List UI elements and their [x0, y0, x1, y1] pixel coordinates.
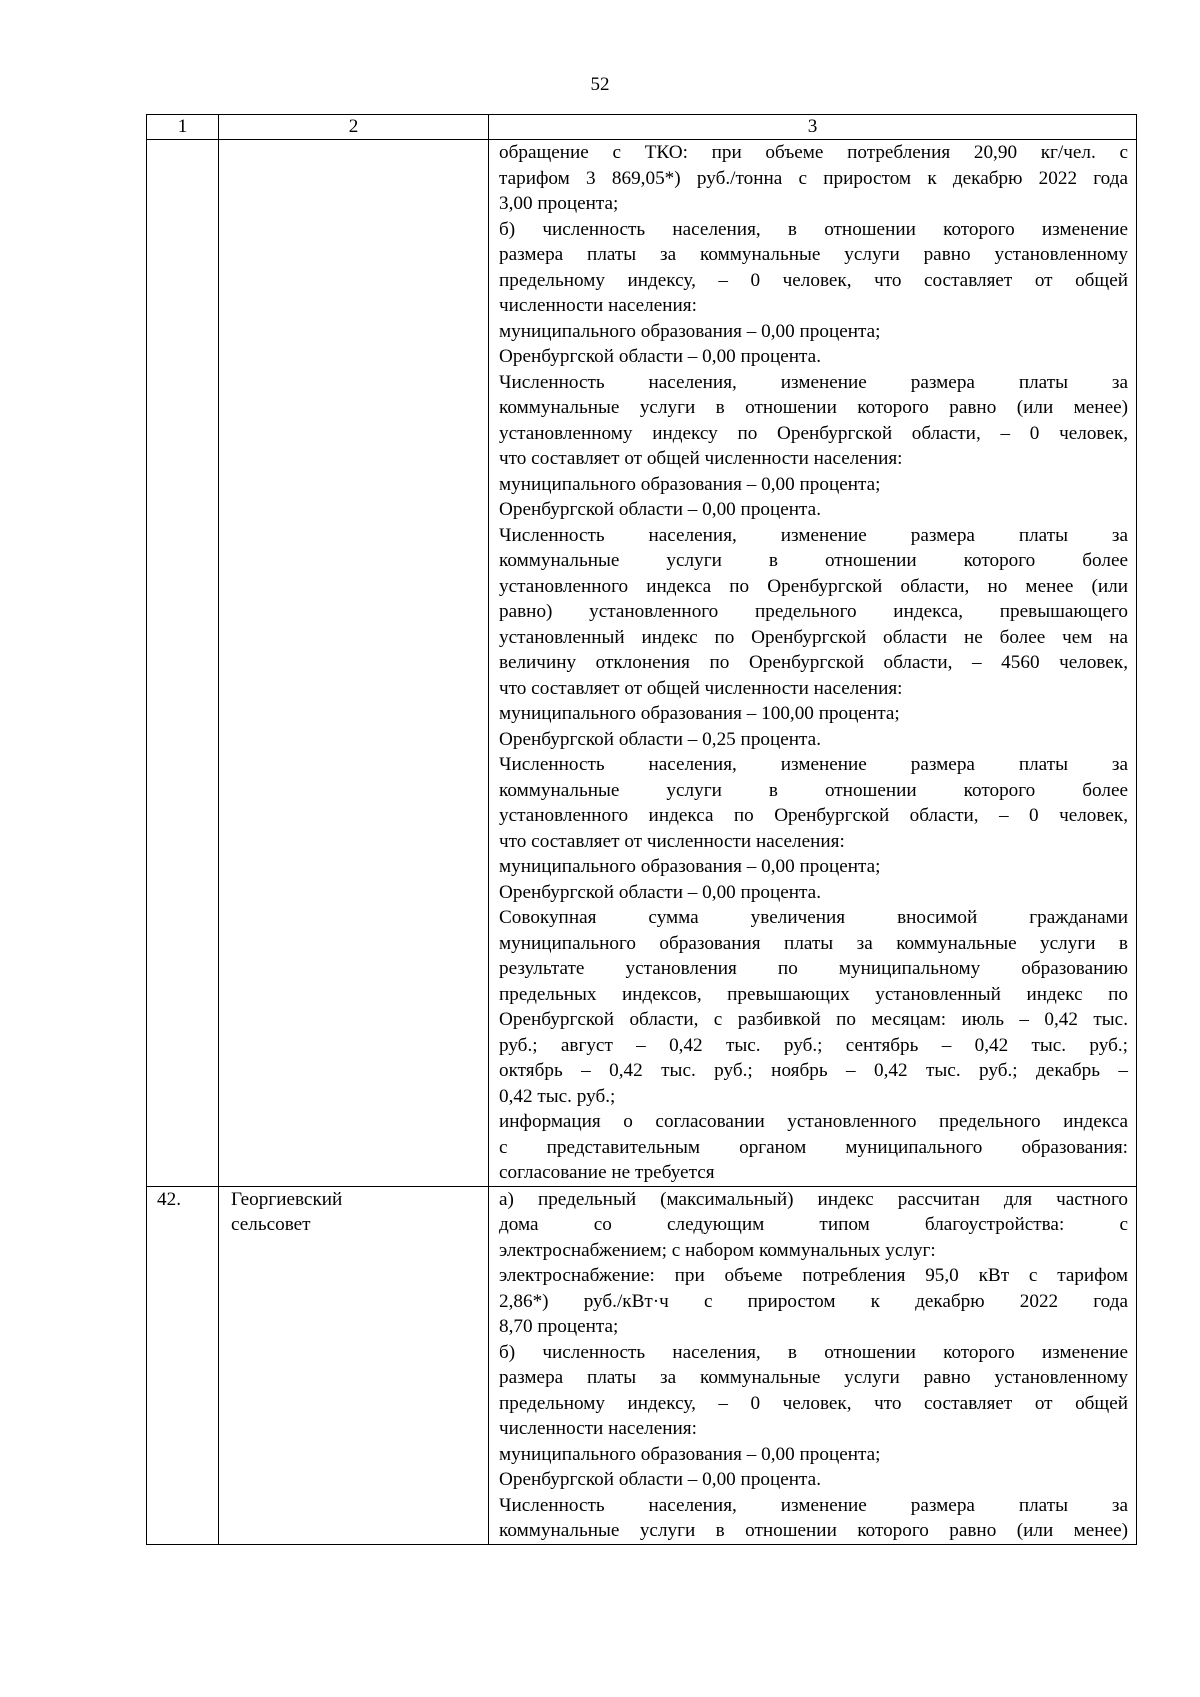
text-line: Оренбургской области – 0,00 процента. [499, 499, 821, 520]
text-line: согласование не требуется [499, 1162, 715, 1183]
text-line: электроснабжением; с набором коммунальных услуг: [499, 1239, 936, 1261]
text-line: размера платы за коммунальные услуги равно установленному [499, 244, 1128, 265]
text-line: Оренбургской области, с разбивкой по месяцам: июль – 0,42 тыс. [499, 1009, 1128, 1030]
row-description [489, 1186, 1137, 1544]
table-header-row [147, 115, 1137, 140]
text-line: тарифом 3 869,05*) руб./тонна с приростом к декабрю 2022 года [499, 167, 1128, 189]
text-line: с представительным органом муниципального образования: [499, 1136, 1128, 1158]
text-line: Оренбургской области – 0,00 процента. [499, 881, 821, 903]
text-line: Численность населения, изменение размера платы за [499, 754, 1128, 775]
row-number [147, 140, 219, 1187]
text-line: численности населения: [499, 295, 697, 316]
text-line: Оренбургской области – 0,25 процента. [499, 728, 821, 750]
text-line: равно) установленного предельного индекса, превышающего [499, 601, 1128, 622]
text-line: Совокупная сумма увеличения вносимой гражданами [499, 907, 1128, 928]
text-line: муниципального образования – 0,00 процента; [499, 473, 881, 495]
text-line: муниципального образования – 0,00 процента; [499, 1443, 881, 1465]
row-municipality [219, 140, 489, 1187]
table-row [147, 1186, 1137, 1544]
text-line: что составляет от численности населения: [499, 830, 845, 852]
text-line: величину отклонения по Оренбургской области, – 4560 человек, [499, 652, 1128, 673]
text-line: Оренбургской области – 0,00 процента. [499, 346, 821, 367]
text-line: 0,42 тыс. руб.; [499, 1085, 616, 1107]
text-line: электроснабжение: при объеме потребления 95,0 кВт с тарифом [499, 1265, 1128, 1286]
text-line: коммунальные услуги в отношении которого равно (или менее) [499, 1520, 1128, 1541]
text-line: предельных индексов, превышающих установленный индекс по [499, 983, 1128, 1005]
text-line: б) численность населения, в отношении которого изменение [499, 1341, 1128, 1363]
text-line: установленный индекс по Оренбургской области не более чем на [499, 626, 1128, 648]
municipality-name-line: сельсовет [231, 1214, 311, 1235]
text-line: установленному индексу по Оренбургской области, – 0 человек, [499, 422, 1128, 444]
text-line: Численность населения, изменение размера платы за [499, 371, 1128, 393]
text-line: 8,70 процента; [499, 1316, 619, 1337]
row-municipality [219, 1186, 489, 1544]
text-line: предельному индексу, – 0 человек, что составляет от общей [499, 269, 1128, 291]
text-line: муниципального образования платы за коммунальные услуги в [499, 932, 1128, 954]
page-number: 52 [590, 74, 610, 95]
text-line: что составляет от общей численности населения: [499, 677, 903, 699]
text-line: коммунальные услуги в отношении которого равно (или менее) [499, 397, 1128, 418]
text-line: муниципального образования – 100,00 процента; [499, 703, 900, 724]
header-col-2: 2 [219, 115, 489, 140]
text-line: что составляет от общей численности населения: [499, 448, 903, 469]
text-line: дома со следующим типом благоустройства: с [499, 1214, 1128, 1235]
table-row [147, 140, 1137, 1187]
text-line: Численность населения, изменение размера платы за [499, 1494, 1128, 1516]
text-line: руб.; август – 0,42 тыс. руб.; сентябрь – 0,42 тыс. руб.; [499, 1034, 1128, 1056]
text-line: октябрь – 0,42 тыс. руб.; ноябрь – 0,42 тыс. руб.; декабрь – [499, 1060, 1128, 1081]
text-line: численности населения: [499, 1418, 697, 1439]
text-line: установленного индекса по Оренбургской области, но менее (или [499, 575, 1128, 597]
text-line: установленного индекса по Оренбургской области, – 0 человек, [499, 805, 1128, 826]
text-line: размера платы за коммунальные услуги равно установленному [499, 1367, 1128, 1388]
text-line: обращение с ТКО: при объеме потребления 20,90 кг/чел. с [499, 142, 1128, 163]
text-line: 2,86*) руб./кВт·ч с приростом к декабрю 2022 года [499, 1290, 1128, 1312]
indices-table [146, 114, 1137, 1545]
text-line: Оренбургской области – 0,00 процента. [499, 1469, 821, 1490]
row-number: 42. [147, 1186, 219, 1544]
text-line: коммунальные услуги в отношении которого более [499, 550, 1128, 571]
municipality-name-line: Георгиевский [231, 1188, 343, 1210]
text-line: информация о согласовании установленного предельного индекса [499, 1111, 1128, 1132]
text-line: коммунальные услуги в отношении которого более [499, 779, 1128, 801]
text-line: результате установления по муниципальному образованию [499, 958, 1128, 979]
text-line: Численность населения, изменение размера платы за [499, 524, 1128, 546]
header-col-3: 3 [489, 115, 1137, 140]
header-col-1: 1 [147, 115, 219, 140]
text-line: а) предельный (максимальный) индекс рассчитан для частного [499, 1188, 1128, 1210]
text-line: 3,00 процента; [499, 193, 619, 214]
text-line: б) численность населения, в отношении которого изменение [499, 218, 1128, 240]
text-line: предельному индексу, – 0 человек, что составляет от общей [499, 1392, 1128, 1414]
text-line: муниципального образования – 0,00 процента; [499, 856, 881, 877]
row-description [489, 140, 1137, 1187]
text-line: муниципального образования – 0,00 процента; [499, 320, 881, 342]
